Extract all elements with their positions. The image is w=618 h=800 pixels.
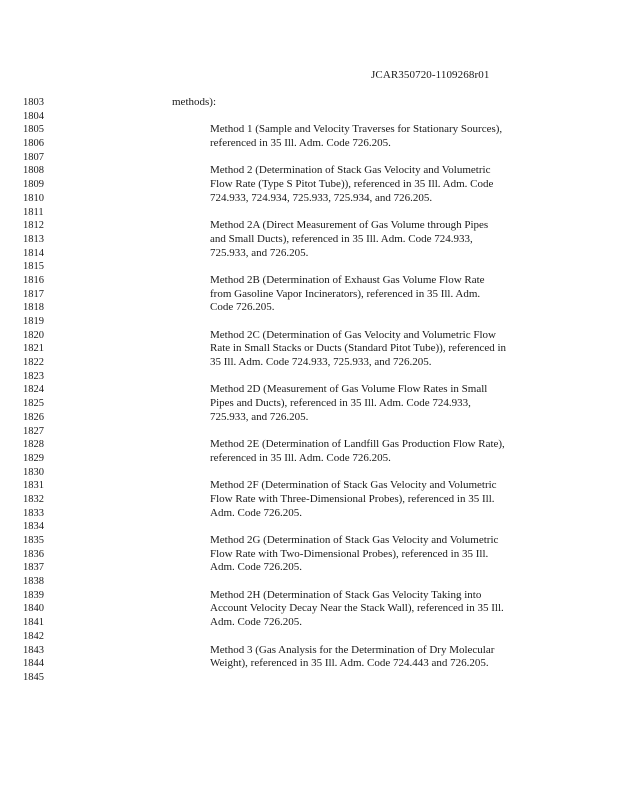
document-line [0,329,618,343]
line-text: Method 1 (Sample and Velocity Traverses for Stationary Sources), [210,123,503,136]
line-text: methods): [172,96,216,108]
line-text: and Small Ducts), referenced in 35 Ill. Adm. Code 724.933, [210,232,473,245]
document-line [0,260,618,274]
line-number: 1818 [23,302,44,314]
line-number: 1833 [23,507,44,519]
line-number: 1840 [23,603,44,615]
document-line [0,602,618,616]
line-number: 1825 [23,398,44,410]
line-text: Code 726.205. [210,301,275,314]
line-number: 1843 [23,644,44,656]
document-line [0,164,618,178]
line-number: 1826 [23,411,44,423]
line-number: 1827 [23,425,44,437]
line-number: 1824 [23,384,44,396]
line-number: 1834 [23,521,44,533]
line-text: Flow Rate with Two-Dimensional Probes), referenced in 35 Ill. [210,547,489,560]
document-line [0,233,618,247]
line-text: Adm. Code 726.205. [210,561,302,574]
line-number: 1807 [23,151,44,163]
document-line [0,219,618,233]
line-text: Adm. Code 726.205. [210,616,302,629]
line-number: 1808 [23,165,44,177]
document-id-header: JCAR350720-1109268r01 [371,69,490,81]
document-line [0,589,618,603]
document-line [0,192,618,206]
line-text: Method 2F (Determination of Stack Gas Velocity and Volumetric [210,479,497,492]
line-number: 1830 [23,466,44,478]
line-number: 1828 [23,439,44,451]
line-number: 1836 [23,548,44,560]
line-number: 1817 [23,288,44,300]
line-text: Account Velocity Decay Near the Stack Wall), referenced in 35 Ill. [210,602,504,615]
line-text: Pipes and Ducts), referenced in 35 Ill. Adm. Code 724.933, [210,397,471,410]
line-number: 1809 [23,179,44,191]
document-line [0,274,618,288]
document-line [0,520,618,534]
line-number: 1816 [23,274,44,286]
line-number: 1835 [23,535,44,546]
document-line [0,383,618,397]
line-text: Method 2H (Determination of Stack Gas Velocity Taking into [210,588,482,601]
document-line [0,630,618,644]
line-number: 1811 [23,206,44,218]
line-number: 1832 [23,493,44,505]
line-number: 1819 [23,316,44,327]
line-number: 1821 [23,343,44,355]
document-line [0,96,618,110]
line-text: Weight), referenced in 35 Ill. Adm. Code 724.443 and 726.205. [210,657,489,670]
line-number: 1845 [23,671,44,683]
document-line [0,479,618,493]
line-number: 1813 [23,233,44,245]
document-line [0,301,618,315]
document-line [0,110,618,124]
line-text: Method 2G (Determination of Stack Gas Velocity and Volumetric [210,534,499,546]
document-line [0,288,618,302]
line-number: 1822 [23,357,44,369]
line-text: 725.933, and 726.205. [210,410,309,423]
document-line [0,370,618,384]
document-line [0,493,618,507]
line-number: 1844 [23,658,44,670]
document-line [0,137,618,151]
document-line [0,425,618,439]
line-number: 1814 [23,247,44,259]
line-text: from Gasoline Vapor Incinerators), referenced in 35 Ill. Adm. [210,287,481,300]
document-line [0,123,618,137]
document-line [0,452,618,466]
document-line [0,534,618,548]
line-text: Method 2E (Determination of Landfill Gas Production Flow Rate), [210,438,505,451]
line-number: 1823 [23,370,44,382]
document-line [0,178,618,192]
document-line [0,356,618,370]
line-number: 1805 [23,124,44,136]
line-text: Method 2C (Determination of Gas Velocity and Volumetric Flow [210,328,496,341]
line-number: 1812 [23,220,44,232]
document-line [0,438,618,452]
document-line [0,247,618,261]
line-number: 1806 [23,138,44,150]
line-text: 725.933, and 726.205. [210,246,309,259]
line-text: Method 2D (Measurement of Gas Volume Flow Rates in Small [210,383,488,396]
document-line [0,151,618,165]
document-line [0,575,618,589]
line-text: Method 2A (Direct Measurement of Gas Volume through Pipes [210,219,489,232]
line-number: 1838 [23,576,44,588]
document-line [0,411,618,425]
document-line [0,315,618,329]
line-text: Rate in Small Stacks or Ducts (Standard Pitot Tube)), referenced in [210,342,507,355]
document-line [0,657,618,671]
line-number: 1815 [23,261,44,273]
document-line [0,548,618,562]
line-number: 1839 [23,589,44,601]
document-line [0,397,618,411]
document-line [0,644,618,658]
line-text: Method 2 (Determination of Stack Gas Velocity and Volumetric [210,164,491,177]
line-text: Method 2B (Determination of Exhaust Gas Volume Flow Rate [210,273,485,286]
line-number: 1803 [23,97,44,108]
document-line [0,342,618,356]
line-number: 1837 [23,562,44,574]
document-line [0,616,618,630]
line-text: Method 3 (Gas Analysis for the Determination of Dry Molecular [210,643,495,656]
line-number: 1820 [23,329,44,341]
line-text: 724.933, 724.934, 725.933, 725.934, and 726.205. [210,191,433,204]
document-line [0,206,618,220]
document-line [0,671,618,685]
line-text: Flow Rate with Three-Dimensional Probes), referenced in 35 Ill. [210,492,495,505]
line-number: 1841 [23,617,44,629]
line-text: referenced in 35 Ill. Adm. Code 726.205. [210,451,391,464]
line-number: 1810 [23,192,44,204]
line-text: referenced in 35 Ill. Adm. Code 726.205. [210,137,391,150]
document-line [0,466,618,480]
line-number: 1804 [23,110,44,122]
document-line [0,561,618,575]
line-text: 35 Ill. Adm. Code 724.933, 725.933, and 726.205. [210,356,432,369]
line-text: Adm. Code 726.205. [210,506,302,519]
line-number: 1831 [23,480,44,492]
numbered-text-body [0,96,618,685]
document-line [0,507,618,521]
line-number: 1842 [23,630,44,642]
line-number: 1829 [23,452,44,464]
line-text: Flow Rate (Type S Pitot Tube)), referenced in 35 Ill. Adm. Code [210,178,494,191]
